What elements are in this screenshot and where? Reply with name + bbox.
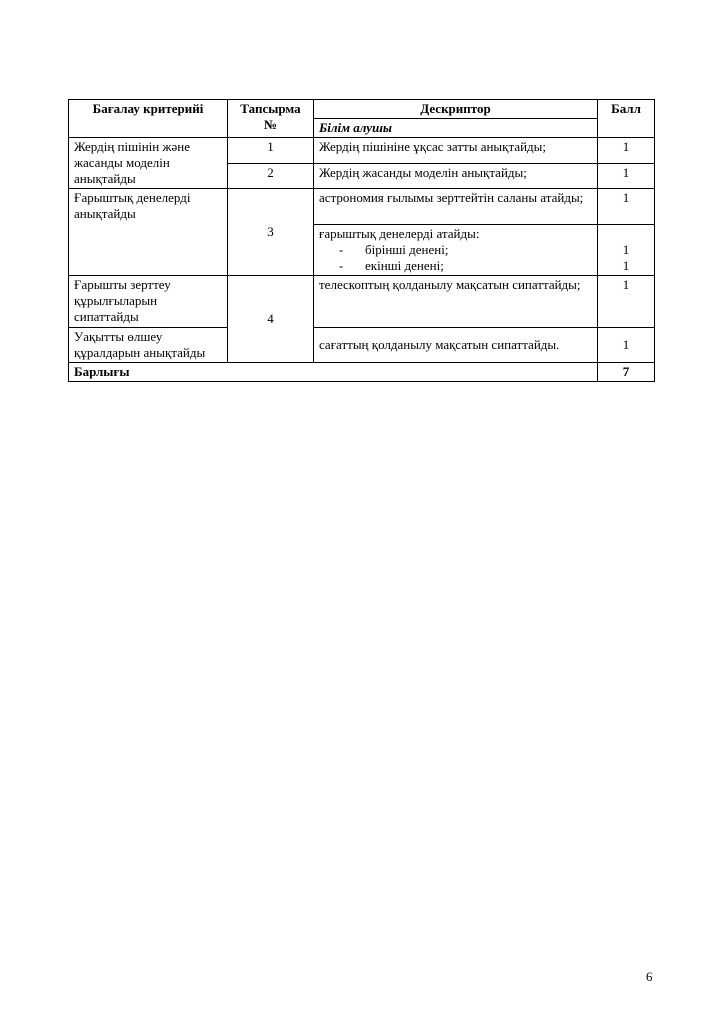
total-label: Барлығы xyxy=(69,363,598,382)
score-cell: 1 xyxy=(598,163,655,189)
table-row xyxy=(69,189,655,225)
descriptor-cell: Жердің жасанды моделін анықтайды; xyxy=(314,163,598,189)
descriptor-cell xyxy=(314,225,598,276)
list-item xyxy=(319,258,592,274)
table-row xyxy=(69,276,655,328)
task-cell: 4 xyxy=(228,276,314,363)
score-value: 1 xyxy=(622,258,630,273)
list-item-text: екінші денені; xyxy=(365,258,444,273)
total-score: 7 xyxy=(598,363,655,382)
descriptor-cell: сағаттың қолданылу мақсатын сипаттайды. xyxy=(314,328,598,363)
header-task xyxy=(228,100,314,138)
task-cell: 2 xyxy=(228,163,314,189)
criteria-cell: Жердің пішінін және жасанды моделін анықтайды xyxy=(69,138,228,189)
criteria-cell: Ғарышты зерттеу құрылғыларын сипаттайды xyxy=(69,276,228,328)
descriptor-cell: телескоптың қолданылу мақсатын сипаттайды; xyxy=(314,276,598,328)
list-item xyxy=(319,242,592,258)
score-cell: 1 xyxy=(598,276,655,328)
header-task-line1: Тапсырма xyxy=(240,101,301,116)
score-cell xyxy=(598,225,655,276)
list-item-text: бірінші денені; xyxy=(365,242,449,257)
page-number: 6 xyxy=(646,969,653,984)
assessment-rubric-table xyxy=(68,99,655,382)
list-bullet: - xyxy=(339,242,344,257)
header-task-line2: № xyxy=(263,117,278,132)
task-cell: 3 xyxy=(228,189,314,276)
header-score: Балл xyxy=(598,100,655,138)
header-row xyxy=(69,100,655,119)
score-cell: 1 xyxy=(598,189,655,225)
criteria-cell: Уақытты өлшеу құралдарын анықтайды xyxy=(69,328,228,363)
score-value: 1 xyxy=(622,242,630,257)
descriptor-cell: Жердің пішініне ұқсас затты анықтайды; xyxy=(314,138,598,164)
table-row xyxy=(69,328,655,363)
criteria-cell: Ғарыштық денелерді анықтайды xyxy=(69,189,228,276)
score-cell: 1 xyxy=(598,328,655,363)
task-cell: 1 xyxy=(228,138,314,164)
header-descriptor: Дескриптор xyxy=(314,100,598,119)
total-row xyxy=(69,363,655,382)
subheader-student: Білім алушы xyxy=(314,119,598,138)
list-bullet: - xyxy=(339,258,344,273)
header-criteria: Бағалау критерийі xyxy=(69,100,228,138)
score-cell: 1 xyxy=(598,138,655,164)
descriptor-cell: астрономия ғылымы зерттейтін саланы атайды; xyxy=(314,189,598,225)
table-row xyxy=(69,138,655,164)
descriptor-intro: ғарыштық денелерді атайды: xyxy=(319,226,480,241)
